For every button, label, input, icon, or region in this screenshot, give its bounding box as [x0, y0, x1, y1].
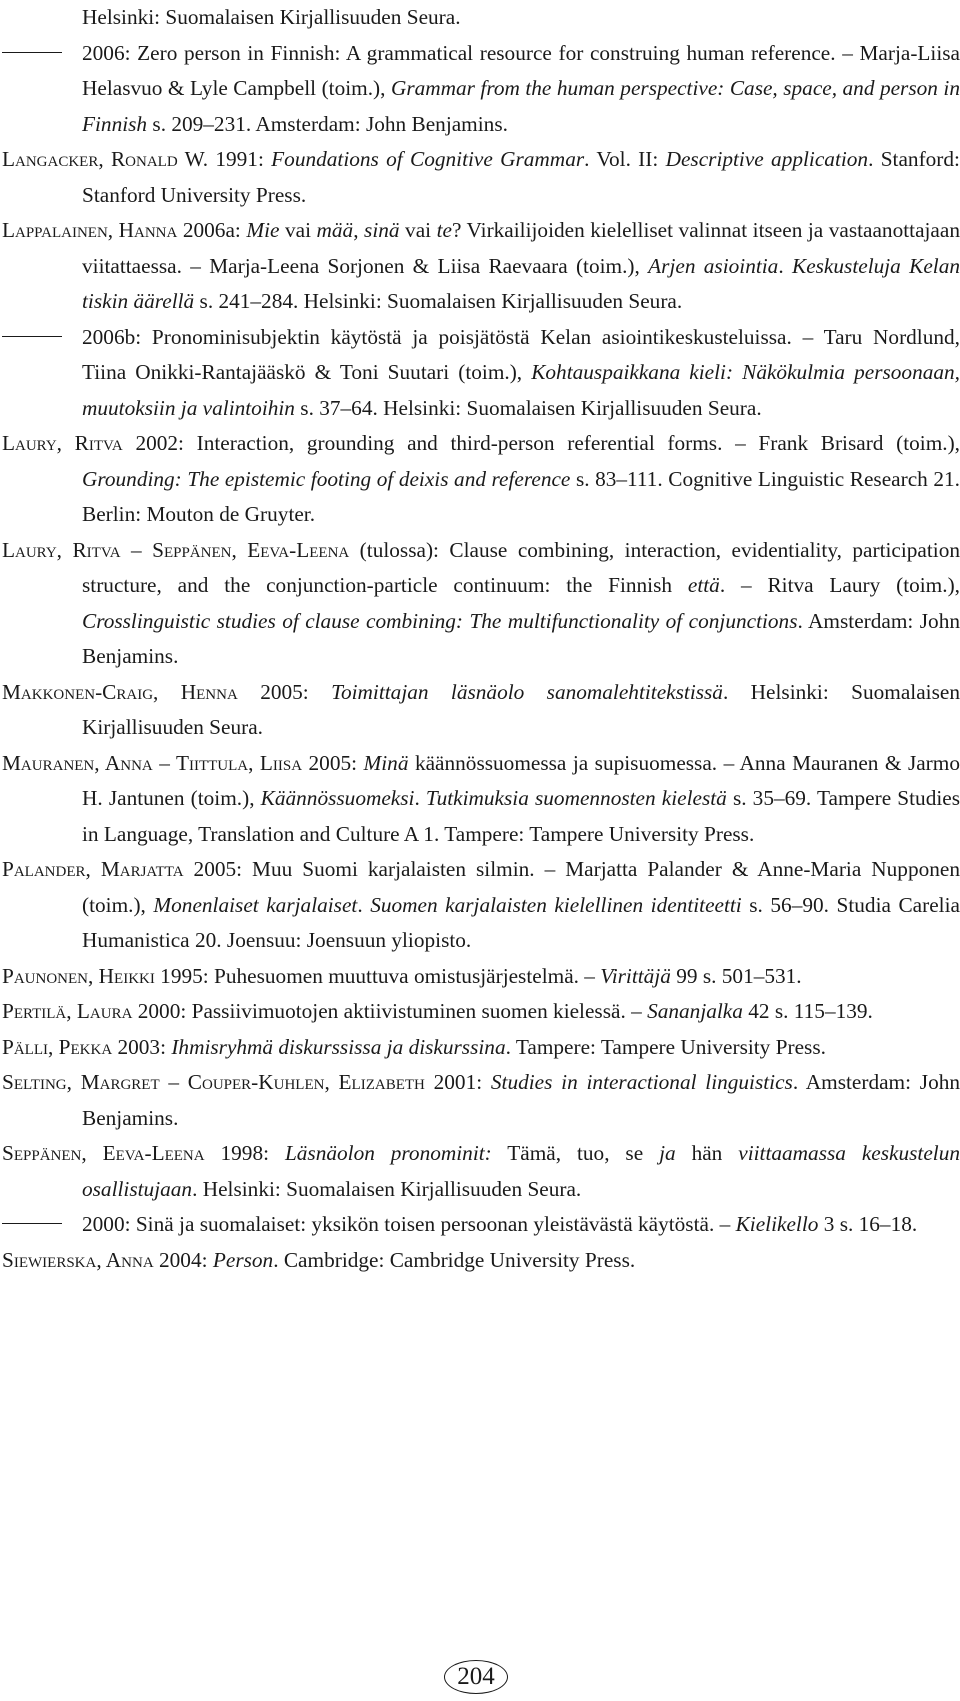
- reference-text: Helsinki: Suomalaisen Kirjallisuuden Seura.: [82, 5, 461, 29]
- reference-text: s. 37–64. Helsinki: Suomalaisen Kirjallisuuden Seura.: [294, 395, 762, 420]
- title-text: Toimittajan läsnäolo sanomalehtitekstissä: [331, 679, 723, 704]
- title-text: Käännössuomeksi: [260, 786, 415, 810]
- author-name: Siewierska, Anna: [2, 1247, 154, 1272]
- title-text: Person: [212, 1247, 274, 1272]
- reference-entry: [2, 142, 960, 213]
- same-author-dash: [2, 52, 62, 53]
- title-text: Monenlaiset karjalaiset: [153, 892, 358, 917]
- title-text: Virittäjä: [600, 963, 671, 988]
- title-text: Mie: [246, 218, 280, 242]
- reference-entry: [2, 1243, 960, 1279]
- reference-entry-same-author: [2, 1207, 960, 1243]
- author-name: Pertilä, Laura: [2, 999, 133, 1023]
- reference-entry: [2, 426, 960, 533]
- reference-text: 2001:: [424, 1070, 491, 1094]
- title-text: ja: [659, 1141, 676, 1165]
- title-text: Ihmisryhmä diskurssissa ja diskurssina: [171, 1034, 506, 1059]
- reference-text: vai: [279, 218, 317, 242]
- reference-entry: [2, 959, 960, 995]
- reference-entry-continuation: [2, 0, 960, 36]
- reference-entry: [2, 994, 960, 1030]
- author-name: Palander, Marjatta: [2, 857, 184, 881]
- author-name: Selting, Margret – Couper-Kuhlen, Elizabeth: [2, 1070, 425, 1094]
- reference-entry: [2, 675, 960, 746]
- reference-text: .: [778, 253, 792, 278]
- reference-text: 2005: Muu Suomi karjalaisten silmin. – Marjatta Palander & Anne-Maria Nupponen (toim.),: [82, 857, 960, 917]
- author-name: Pälli, Pekka: [2, 1034, 113, 1059]
- title-text: te: [436, 218, 452, 242]
- reference-text: .: [357, 892, 371, 917]
- title-text: Descriptive application: [665, 147, 869, 171]
- reference-text: . Vol. II:: [584, 147, 666, 171]
- reference-entry-same-author: [2, 36, 960, 143]
- title-text: että: [687, 573, 720, 597]
- title-text: mää: [316, 218, 354, 242]
- reference-text: 2006b: Pronominisubjektin käytöstä ja poisjätöstä Kelan asiointikeskusteluissa. – Taru Nordlund, Tiina Onikki-Rantajääskö & Toni Suutari (toim.),: [82, 324, 960, 384]
- reference-entry: [2, 213, 960, 320]
- reference-text: 1995: Puhesuomen muuttuva omistusjärjestelmä. –: [154, 963, 601, 988]
- author-name: Mauranen, Anna – Tiittula, Liisa: [2, 750, 303, 775]
- reference-text: 1998:: [204, 1141, 285, 1165]
- title-text: Sananjalka: [647, 999, 743, 1023]
- reference-text: s. 241–284. Helsinki: Suomalaisen Kirjallisuuden Seura.: [194, 289, 683, 313]
- reference-text: 2000: Passiivimuotojen aktiivistuminen suomen kielessä. –: [132, 999, 648, 1023]
- author-name: Laury, Ritva – Seppänen, Eeva-Leena: [2, 537, 350, 562]
- reference-text: s. 83–111. Cognitive Linguistic Research 21. Berlin: Mouton de Gruyter.: [82, 466, 960, 526]
- reference-text: 2005:: [237, 679, 332, 704]
- title-text: Minä: [363, 750, 409, 775]
- title-text: Suomen karjalaisten kielellinen identiteetti: [370, 892, 742, 917]
- title-text: Arjen asiointia: [648, 253, 779, 278]
- title-text: Crosslinguistic studies of clause combining: The multifunctionality of conjunctions: [82, 608, 798, 633]
- reference-entry: [2, 533, 960, 675]
- reference-text: 2003:: [112, 1034, 172, 1059]
- title-text: Kielikello: [735, 1212, 819, 1236]
- reference-text: Tämä, tuo, se: [491, 1141, 660, 1165]
- title-text: sinä: [364, 218, 400, 242]
- title-text: Keskusteluja Kelan tiskin äärellä: [82, 253, 960, 313]
- title-text: Grammar from the human perspective: Case, space, and person in Finnish: [82, 76, 960, 136]
- reference-text: 3 s. 16–18.: [818, 1212, 918, 1236]
- title-text: Grounding: The epistemic footing of deixis and reference: [82, 466, 571, 491]
- title-text: Kohtauspaikkana kieli: Näkökulmia persoonaan, muutoksiin ja valintoihin: [82, 360, 960, 420]
- reference-entry-same-author: [2, 320, 960, 427]
- reference-text: . Amsterdam: John Benjamins.: [82, 608, 960, 668]
- reference-text: s. 209–231. Amsterdam: John Benjamins.: [147, 111, 508, 136]
- reference-text: W. 1991:: [177, 147, 272, 171]
- title-text: viittaamassa keskustelun osallistujaan: [82, 1141, 960, 1201]
- same-author-dash: [2, 336, 62, 337]
- reference-text: ? Virkailijoiden kielelliset valinnat itseen ja vastaanottajaan viitattaessa. – Marja-Leena Sorjonen & Liisa Raevaara (toim.),: [82, 218, 960, 278]
- reference-text: . Amsterdam: John Benjamins.: [82, 1070, 960, 1130]
- reference-entry: [2, 1030, 960, 1066]
- reference-text: 2004:: [153, 1247, 213, 1272]
- reference-entry: [2, 1136, 960, 1207]
- reference-text: (tulossa): Clause combining, interaction, evidentiality, participation structure, and the conjunction-particle continuum: the Finnish: [82, 537, 960, 597]
- reference-text: . Cambridge: Cambridge University Press.: [273, 1247, 636, 1272]
- reference-entry: [2, 1065, 960, 1136]
- reference-text: . Tampere: Tampere University Press.: [505, 1034, 826, 1059]
- reference-text: . Stanford: Stanford University Press.: [82, 147, 960, 207]
- reference-text: 2006a:: [177, 218, 247, 242]
- author-name: Lappalainen, Hanna: [2, 218, 178, 242]
- author-name: Makkonen-Craig, Henna: [2, 679, 238, 704]
- reference-text: 2000: Sinä ja suomalaiset: yksikön toisen persoonan yleistävästä käytöstä. –: [82, 1212, 736, 1236]
- author-name: Seppänen, Eeva-Leena: [2, 1141, 205, 1165]
- author-name: Langacker, Ronald: [2, 147, 178, 171]
- reference-text: . Helsinki: Suomalaisen Kirjallisuuden Seura.: [82, 679, 960, 739]
- reference-list: [2, 0, 960, 1278]
- reference-text: s. 35–69. Tampere Studies in Language, Translation and Culture A 1. Tampere: Tampere University Press.: [82, 786, 960, 846]
- reference-entry: [2, 746, 960, 853]
- reference-text: 2002: Interaction, grounding and third-person referential forms. – Frank Brisard (toim.),: [122, 431, 960, 455]
- reference-text: käännössuomessa ja supisuomessa. – Anna Mauranen & Jarmo H. Jantunen (toim.),: [82, 750, 960, 810]
- reference-text: vai: [399, 218, 437, 242]
- author-name: Laury, Ritva: [2, 431, 123, 455]
- reference-text: . Helsinki: Suomalaisen Kirjallisuuden Seura.: [192, 1176, 582, 1201]
- page-number: 204: [444, 1660, 508, 1694]
- reference-text: .: [414, 786, 426, 810]
- title-text: Läsnäolon pronominit:: [284, 1141, 492, 1165]
- same-author-dash: [2, 1223, 62, 1224]
- title-text: Foundations of Cognitive Grammar: [271, 147, 585, 171]
- reference-entry: [2, 852, 960, 959]
- reference-text: 42 s. 115–139.: [742, 999, 873, 1023]
- reference-text: 2006: Zero person in Finnish: A grammatical resource for construing human reference. – Marja-Liisa Helasvuo & Lyle Campbell (toim.),: [82, 40, 960, 100]
- reference-text: hän: [675, 1141, 739, 1165]
- reference-text: ,: [353, 218, 365, 242]
- reference-text: s. 56–90. Studia Carelia Humanistica 20. Joensuu: Joensuun yliopisto.: [82, 892, 960, 952]
- reference-text: 2005:: [302, 750, 364, 775]
- reference-text: . – Ritva Laury (toim.),: [719, 573, 960, 597]
- author-name: Paunonen, Heikki: [2, 963, 155, 988]
- title-text: Tutkimuksia suomennosten kielestä: [425, 786, 727, 810]
- reference-text: 99 s. 501–531.: [670, 963, 802, 988]
- title-text: Studies in interactional linguistics: [490, 1070, 793, 1094]
